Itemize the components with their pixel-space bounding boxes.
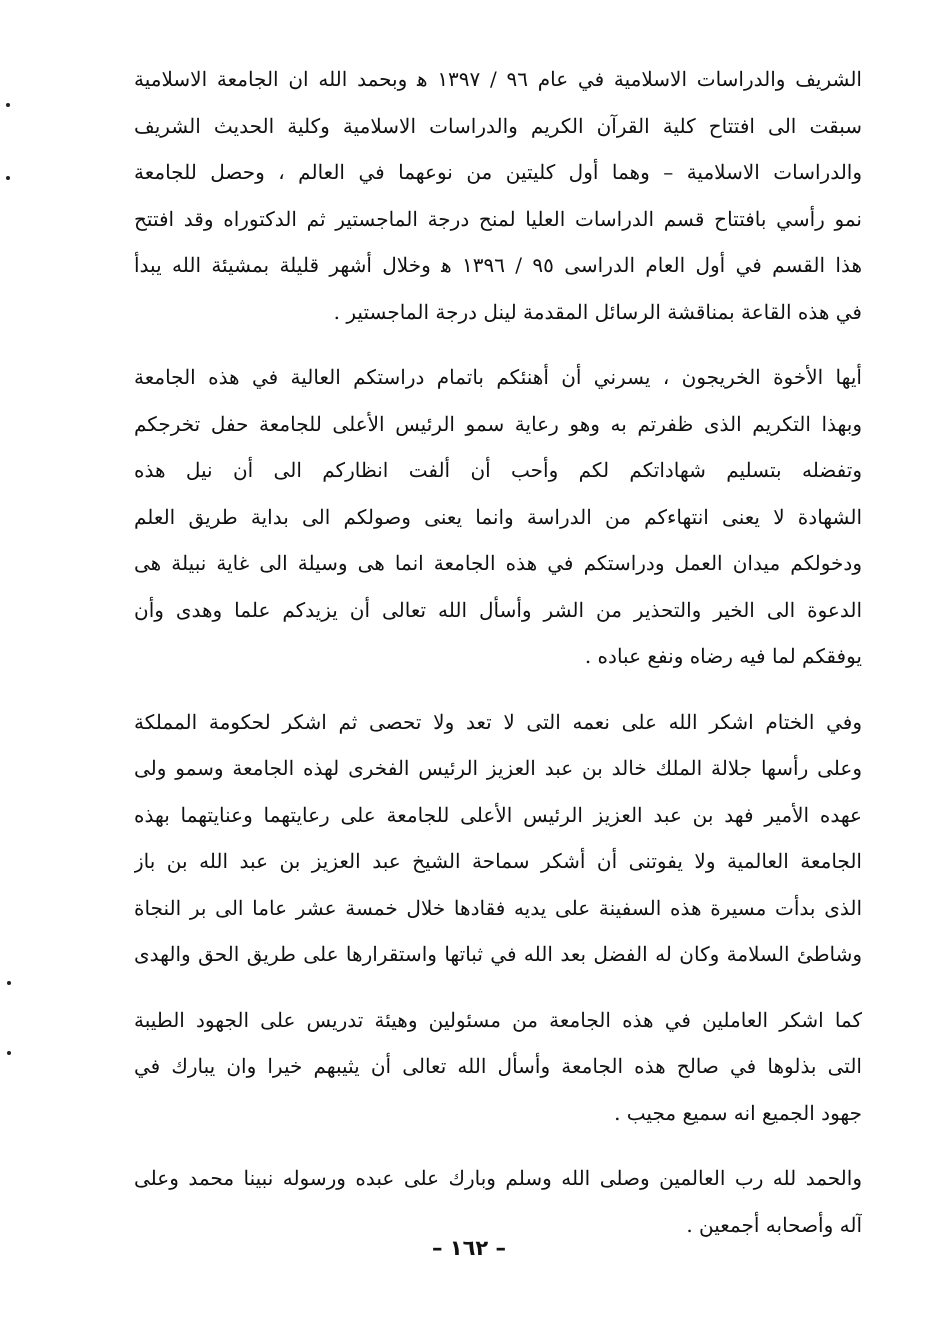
text-line: آله وأصحابه أجمعين . — [686, 1212, 862, 1237]
text-line: الشهادة لا يعنى انتهاءكم من الدراسة وانما يعنى وصولكم الى بداية طريق العلم — [134, 504, 862, 529]
text-line: الشريف والدراسات الاسلامية في عام ٩٦ / ١٣٩٧ ﻫ وبحمد الله ان الجامعة الاسلامية — [134, 67, 862, 91]
paragraph-3 — [134, 699, 862, 978]
text-line: الذى بدأت مسيرة هذه السفينة على يديه فقادها خلال خمسة عشر عاما الى بر النجاة — [134, 895, 862, 920]
margin-dot — [7, 981, 11, 985]
text-line: التى بذلوها في صالح هذه الجامعة وأسأل الله تعالى أن يثيبهم خيرا وان يبارك في — [134, 1054, 862, 1078]
paragraph-2 — [134, 354, 862, 680]
paragraph-4 — [134, 997, 862, 1137]
text-line: وفي الختام اشكر الله على نعمه التى لا تعد ولا تحصى ثم اشكر لحكومة المملكة — [134, 709, 862, 734]
text-line: وتفضله بتسليم شهاداتكم لكم وأحب أن ألفت انظاركم الى أن نيل هذه — [134, 458, 862, 482]
text-line: والحمد لله رب العالمين وصلى الله وسلم وبارك على عبده ورسوله نبينا محمد وعلى — [134, 1166, 862, 1190]
paragraph-5 — [134, 1155, 862, 1248]
text-line: الدعوة الى الخير والتحذير من الشر وأسأل الله تعالى أن يزيدكم علما وهدى وأن — [134, 597, 862, 622]
paragraph-1 — [134, 56, 862, 335]
text-line: ودخولكم ميدان العمل ودراستكم في هذه الجامعة انما هى وسيلة الى غاية نبيلة هى — [134, 551, 862, 575]
text-line: في هذه القاعة بمناقشة الرسائل المقدمة لينل درجة الماجستير . — [333, 299, 862, 324]
margin-dot — [6, 103, 10, 107]
text-line: يوفقكم لما فيه رضاه ونفع عباده . — [584, 644, 862, 668]
text-line: عهده الأمير فهد بن عبد العزيز الرئيس الأعلى للجامعة على رعايتهما وعنايتهما بهذه — [134, 802, 862, 827]
text-line: وعلى رأسها جلالة الملك خالد بن عبد العزيز الرئيس الفخرى لهذه الجامعة وسمو ولى — [134, 756, 862, 780]
text-line: كما اشكر العاملين في هذه الجامعة من مسئولين وهيئة تدريس على الجهود الطيبة — [134, 1007, 862, 1032]
body-text — [134, 56, 862, 1248]
text-line: الجامعة العالمية ولا يفوتنى أن أشكر سماحة الشيخ عبد العزيز بن عبد الله بن باز — [134, 849, 862, 873]
text-line: جهود الجميع انه سميع مجيب . — [614, 1100, 862, 1125]
text-line: نمو رأسي بافتتاح قسم الدراسات العليا لمنح درجة الماجستير ثم الدكتوراه وقد افتتح — [134, 206, 862, 231]
text-line: سبقت الى افتتاح كلية القرآن الكريم والدراسات الاسلامية وكلية الحديث الشريف — [134, 113, 862, 138]
page-number: – ١٦٢ – — [431, 1236, 507, 1260]
text-line: وشاطئ السلامة وكان له الفضل بعد الله في ثباتها واستقرارها على طريق الحق والهدى — [134, 942, 862, 966]
text-line: وبهذا التكريم الذى ظفرتم به وهو رعاية سمو الرئيس الأعلى للجامعة حفل تخرجكم — [134, 411, 862, 436]
text-line: أيها الأخوة الخريجون ، يسرني أن أهنئكم باتمام دراستكم العالية في هذه الجامعة — [134, 365, 862, 389]
text-line: والدراسات الاسلامية – وهما أول كليتين من نوعهما في العالم ، وحصل للجامعة — [134, 160, 862, 184]
margin-dot — [6, 176, 10, 180]
text-line: هذا القسم في أول العام الدراسى ٩٥ / ١٣٩٦ ﻫ وخلال أشهر قليلة بمشيئة الله يبدأ — [134, 253, 862, 277]
margin-dot — [7, 1051, 11, 1055]
